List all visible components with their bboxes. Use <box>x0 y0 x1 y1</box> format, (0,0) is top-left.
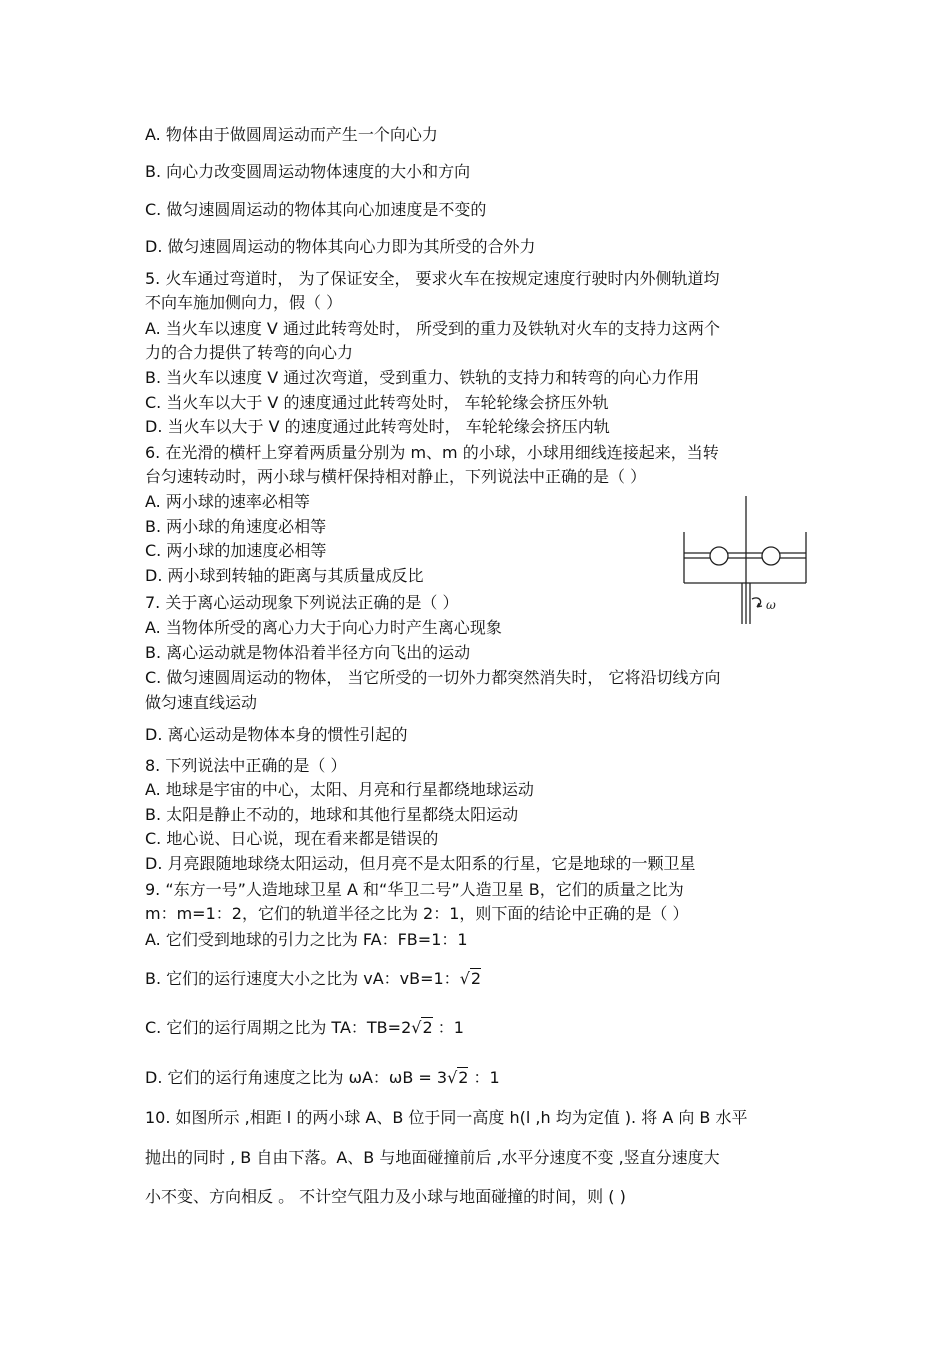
q8-option-d: D. 月亮跟随地球绕太阳运动，但月亮不是太阳系的行星，它是地球的一颗卫星 <box>145 854 696 873</box>
q9-option-b <box>145 968 481 990</box>
q4-option-c: C. 做匀速圆周运动的物体其向心加速度是不变的 <box>145 200 487 219</box>
q6-stem-line1: 6. 在光滑的横杆上穿着两质量分别为 m、m 的小球，小球用细线连接起来，当转 <box>145 443 719 462</box>
q9-stem-line2: m：m=1：2，它们的轨道半径之比为 2：1，则下面的结论中正确的是（ ） <box>145 904 689 923</box>
sqrt-sign: √2 <box>447 1068 469 1087</box>
omega-label: ω <box>766 598 776 612</box>
q6-option-a: A. 两小球的速率必相等 <box>145 492 310 511</box>
sqrt-sign: √2 <box>411 1018 433 1037</box>
q5-option-a-line2: 力的合力提供了转弯的向心力 <box>145 343 354 362</box>
q10-line2: 抛出的同时 , B 自由下落。A、B 与地面碰撞前后 ,水平分速度不变 ,竖直分速度大 <box>145 1148 720 1167</box>
q10-line1: 10. 如图所示 ,相距 l 的两小球 A、B 位于同一高度 h(l ,h 均为定值 ). 将 A 向 B 水平 <box>145 1108 748 1127</box>
q8-option-c: C. 地心说、日心说，现在看来都是错误的 <box>145 829 439 848</box>
q8-option-a: A. 地球是宇宙的中心，太阳、月亮和行星都绕地球运动 <box>145 780 534 799</box>
ball-2 <box>762 547 780 565</box>
q5-stem-line1: 5. 火车通过弯道时， 为了保证安全， 要求火车在按规定速度行驶时内外侧轨道均 <box>145 269 720 288</box>
q7-option-c-line2: 做匀速直线运动 <box>145 693 258 712</box>
q6-stem-line2: 台匀速转动时，两小球与横杆保持相对静止，下列说法中正确的是（ ） <box>145 467 647 486</box>
q9-option-c-text: C. 它们的运行周期之比为 TA：TB=2 <box>145 1018 412 1037</box>
ball-1 <box>710 547 728 565</box>
q9-option-d: D. 它们的运行角速度之比为 ωA：ωB = 3√2 ：1 <box>145 1068 500 1087</box>
q9-option-a: A. 它们受到地球的引力之比为 FA：FB=1：1 <box>145 930 468 949</box>
q7-stem: 7. 关于离心运动现象下列说法正确的是（ ） <box>145 593 459 612</box>
q4-option-a: A. 物体由于做圆周运动而产生一个向心力 <box>145 125 438 144</box>
q7-option-a: A. 当物体所受的离心力大于向心力时产生离心现象 <box>145 618 502 637</box>
q4-option-b: B. 向心力改变圆周运动物体速度的大小和方向 <box>145 162 471 181</box>
q10-line3: 小不变、方向相反 。 不计空气阻力及小球与地面碰撞的时间，则 ( ) <box>145 1187 626 1206</box>
q8-stem: 8. 下列说法中正确的是（ ） <box>145 756 347 775</box>
q5-option-d: D. 当火车以大于 V 的速度通过此转弯处时， 车轮轮缘会挤压内轨 <box>145 417 610 436</box>
sqrt-sign: √2 <box>459 969 482 988</box>
q7-option-b: B. 离心运动就是物体沿着半径方向飞出的运动 <box>145 643 471 662</box>
q5-stem-line2: 不向车施加侧向力，假（ ） <box>145 293 343 312</box>
q5-option-c: C. 当火车以大于 V 的速度通过此转弯处时， 车轮轮缘会挤压外轨 <box>145 393 609 412</box>
q8-option-b: B. 太阳是静止不动的，地球和其他行星都绕太阳运动 <box>145 805 519 824</box>
rotation-arrow-icon <box>752 598 762 607</box>
q5-option-b: B. 当火车以速度 V 通过次弯道，受到重力、铁轨的支持力和转弯的向心力作用 <box>145 368 700 387</box>
q7-option-c-line1: C. 做匀速圆周运动的物体， 当它所受的一切外力都突然消失时， 它将沿切线方向 <box>145 668 721 687</box>
q5-option-a-line1: A. 当火车以速度 V 通过此转弯处时， 所受到的重力及铁轨对火车的支持力这两个 <box>145 319 721 338</box>
q9-option-b-text: B. 它们的运行速度大小之比为 vA：vB=1： <box>145 969 460 988</box>
q6-option-d: D. 两小球到转轴的距离与其质量成反比 <box>145 566 424 585</box>
q9-stem-line1: 9. “东方一号”人造地球卫星 A 和“华卫二号”人造卫星 B，它们的质量之比为 <box>145 880 684 899</box>
turntable-figure <box>682 496 810 628</box>
q6-option-c: C. 两小球的加速度必相等 <box>145 541 327 560</box>
q7-option-d: D. 离心运动是物体本身的惯性引起的 <box>145 725 408 744</box>
q9-option-d-text: D. 它们的运行角速度之比为 ωA：ωB = 3 <box>145 1068 448 1087</box>
q9-option-c: C. 它们的运行周期之比为 TA：TB=2√2 ：1 <box>145 1018 464 1037</box>
q6-option-b: B. 两小球的角速度必相等 <box>145 517 327 536</box>
q4-option-d: D. 做匀速圆周运动的物体其向心力即为其所受的合外力 <box>145 237 536 256</box>
